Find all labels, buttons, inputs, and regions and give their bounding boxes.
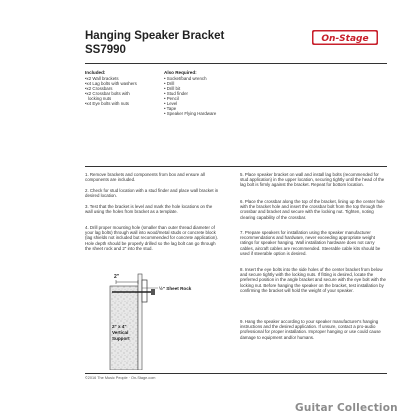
step-8: 8. Insert the eye bolts into the side holes of the center bracket from below and secure tightly with the locking nuts. If fitting is desired, locate the preferred position in the angle bracket and secure with the eye bolt with the locking nut. Before hanging the speaker on the bracket, test installation by confirming the bracket will hold the weight of your speaker. [240, 267, 386, 293]
support-label-line-2: Vertical [112, 330, 129, 335]
mounting-diagram [102, 266, 222, 370]
included-list [85, 76, 137, 106]
sheet-rock-layer [138, 274, 142, 370]
list-item: •x4 Lag bolts with washers [85, 81, 137, 86]
list-item: •x2 Crossbars [85, 86, 113, 91]
list-item: locking nuts [88, 96, 112, 101]
instruction-sheet [50, 18, 386, 390]
header-divider [85, 63, 387, 64]
step-9: 9. Hang the speaker according to your speaker manufacturer's hanging instructions and the desired application. If unsure, contact a pro-audio professional for proper installation. Improper hanging or use could cause damage to equipment and/or humans. [240, 319, 381, 340]
copyright-footer: ©2016 The Music People · On-Stage.com [85, 376, 156, 380]
step-3: 3. Test that the bracket is level and mark the hole locations on the wall using the holes from bracket as a template. [85, 204, 213, 215]
list-item: •x4 Eye bolts with nuts [85, 101, 130, 106]
model-number: SS7990 [85, 44, 126, 56]
required-list [164, 76, 216, 116]
step-6: 6. Place the crossbar along the top of the bracket, lining up the center hole with the bracket hole and insert the crossbar bolt from the top through the crossbar and bracket and secure with the locking nut. Tighten, noting clearing capability of the crossbar. [240, 199, 385, 220]
list-item: • Speaker Flying Hardware [164, 111, 217, 116]
step-4: 4. Drill proper mounting hole (smaller than outer thread diameter of your lag bolts) through wall into wood/metal studs or concrete block (lag shields not included but recommended for concrete application). Hole depth should be properly drilled so the lag bolt can go through the sheet rock and 2" into the stud. [85, 225, 219, 251]
product-title: Hanging Speaker Bracket [85, 30, 225, 42]
list-item: • Drill [164, 81, 175, 86]
step-7: 7. Prepare speakers for installation using the speaker manufacturer recommendations and hardware, never exceeding appropriate weight ratings for speaker hanging. Wall installation hardware does not carry cables, aircraft cables are recommended. Steerable cable kits should be used if steerable option is desired. [240, 230, 381, 256]
list-item: • Drill bit [164, 86, 181, 91]
list-item: •x2 Crossbar bolts with [85, 91, 130, 96]
step-5: 5. Place speaker bracket on wall and install lag bolts (recommended for stud application) in the upper location, securing tightly until the head of the lag bolt is firmly against the bracket. Repeat for bottom location. [240, 172, 385, 188]
required-heading: Also Required: [164, 70, 197, 75]
support-label-line-1: 2" x 4" [112, 324, 127, 329]
lag-bolt-head [151, 289, 155, 295]
support-label-line-3: Support [112, 336, 130, 341]
dimension-label: 2" [114, 274, 120, 280]
watermark-text: Guitar Collection [295, 402, 398, 414]
sheet-rock-label: ½" Sheet Rock [159, 286, 192, 291]
list-item: •x2 Wall brackets [85, 76, 119, 81]
brand-logo-text: On-Stage [321, 34, 369, 44]
included-heading: Included: [85, 70, 106, 75]
list-item: • Tape [164, 106, 177, 111]
step-2: 2. Check for stud location with a stud finder and place wall bracket in desired location. [85, 188, 219, 199]
list-item: • Level [164, 101, 178, 106]
list-item: • Stud finder [164, 91, 188, 96]
footer-divider [85, 373, 387, 374]
list-item: • Pencil [164, 96, 179, 101]
brand-logo [312, 30, 378, 45]
list-item: • Socket/band wrench [164, 76, 207, 81]
bracket-profile [142, 280, 147, 302]
step-1: 1. Remove brackets and components from box and ensure all components are included. [85, 172, 205, 183]
section-divider [85, 166, 387, 167]
